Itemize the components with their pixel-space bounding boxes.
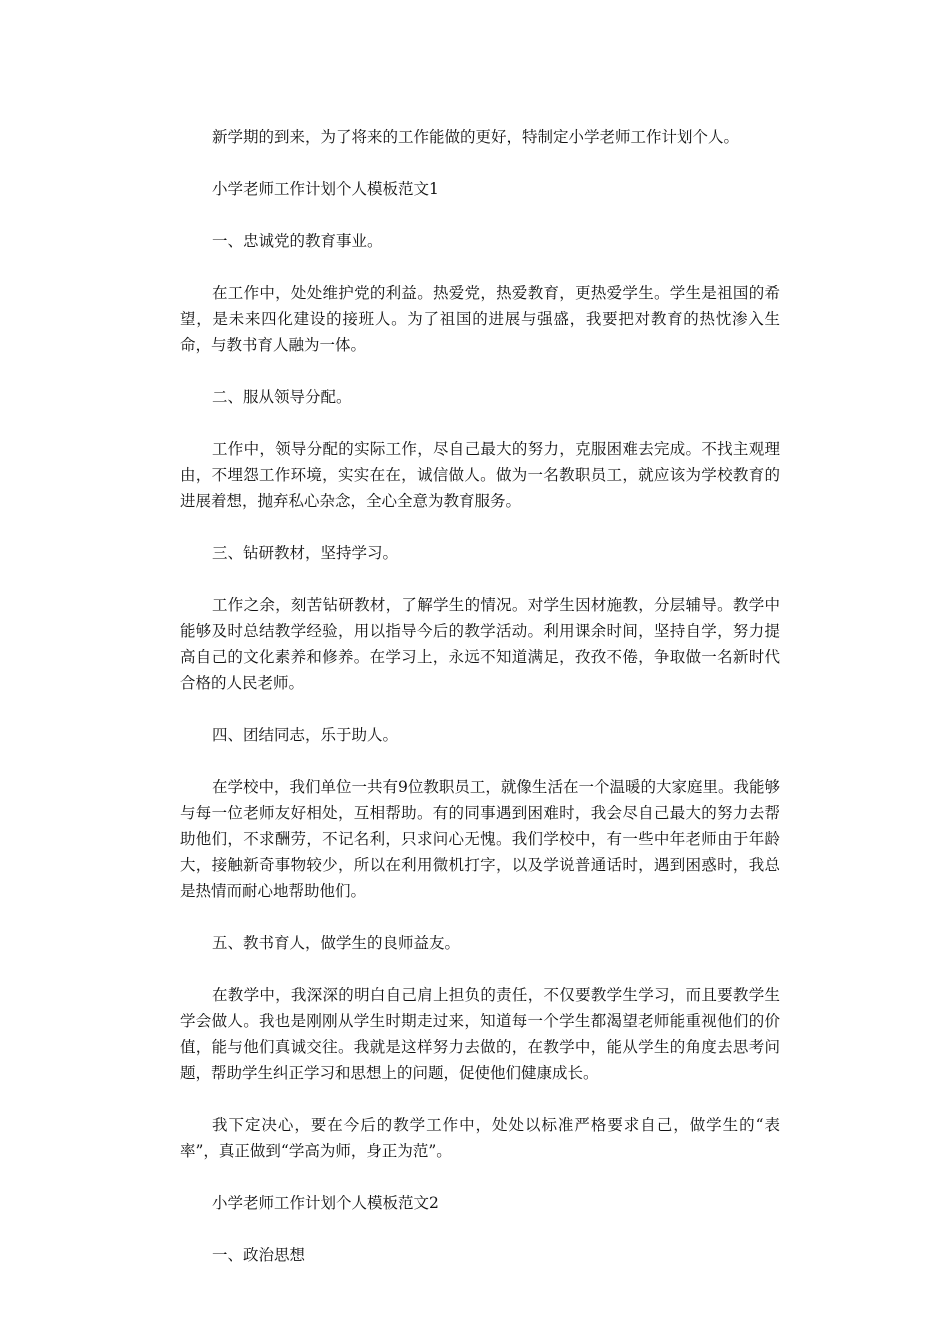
body-paragraph-1: 在工作中，处处维护党的利益。热爱党，热爱教育，更热爱学生。学生是祖国的希望，是未来四化建设的接班人。为了祖国的进展与强盛，我要把对教育的热忱渗入生命，与教书育人融为一体。 [180, 284, 780, 354]
body-paragraph-4: 在学校中，我们单位一共有9位教职员工，就像生活在一个温暖的大家庭里。我能够与每一位老师友好相处，互相帮助。有的同事遇到困难时，我会尽自己最大的努力去帮助他们，不求酬劳，不记名利，只求问心无愧。我们学校中，有一些中年老师由于年龄大，接触新奇事物较少，所以在利用微机打字，以及学说普通话时，遇到困惑时，我总是热情而耐心地帮助他们。 [180, 778, 780, 900]
section-title-1: 小学老师工作计划个人模板范文1 [212, 180, 439, 198]
heading-1: 一、忠诚党的教育事业。 [212, 232, 383, 250]
body-paragraph-2: 工作中，领导分配的实际工作，尽自己最大的努力，克服困难去完成。不找主观理由，不埋怨工作环境，实实在在，诚信做人。做为一名教职员工，就应该为学校教育的进展着想，抛弃私心杂念，全心全意为教育服务。 [180, 440, 780, 510]
intro-paragraph: 新学期的到来，为了将来的工作能做的更好，特制定小学老师工作计划个人。 [212, 128, 740, 146]
section-title-2: 小学老师工作计划个人模板范文2 [212, 1194, 439, 1212]
body-paragraph-3: 工作之余，刻苦钻研教材，了解学生的情况。对学生因材施教，分层辅导。教学中能够及时总结教学经验，用以指导今后的教学活动。利用课余时间，坚持自学，努力提高自己的文化素养和修养。在学习上，永远不知道满足，孜孜不倦，争取做一名新时代合格的人民老师。 [180, 596, 780, 692]
heading-3: 三、钻研教材，坚持学习。 [212, 544, 399, 562]
heading-4: 四、团结同志，乐于助人。 [212, 726, 399, 744]
heading-6: 一、政治思想 [212, 1246, 306, 1264]
heading-5: 五、教书育人，做学生的良师益友。 [212, 934, 461, 952]
body-paragraph-5: 在教学中，我深深的明白自己肩上担负的责任，不仅要教学生学习，而且要教学生学会做人。我也是刚刚从学生时期走过来，知道每一个学生都渴望老师能重视他们的价值，能与他们真诚交往。我就是这样努力去做的，在教学中，能从学生的角度去思考问题，帮助学生纠正学习和思想上的问题，促使他们健康成长。 [180, 986, 780, 1082]
document-body [180, 124, 780, 1294]
heading-2: 二、服从领导分配。 [212, 388, 352, 406]
closing-paragraph: 我下定决心，要在今后的教学工作中，处处以标准严格要求自己，做学生的“表率”，真正做到“学高为师，身正为范”。 [180, 1116, 780, 1160]
